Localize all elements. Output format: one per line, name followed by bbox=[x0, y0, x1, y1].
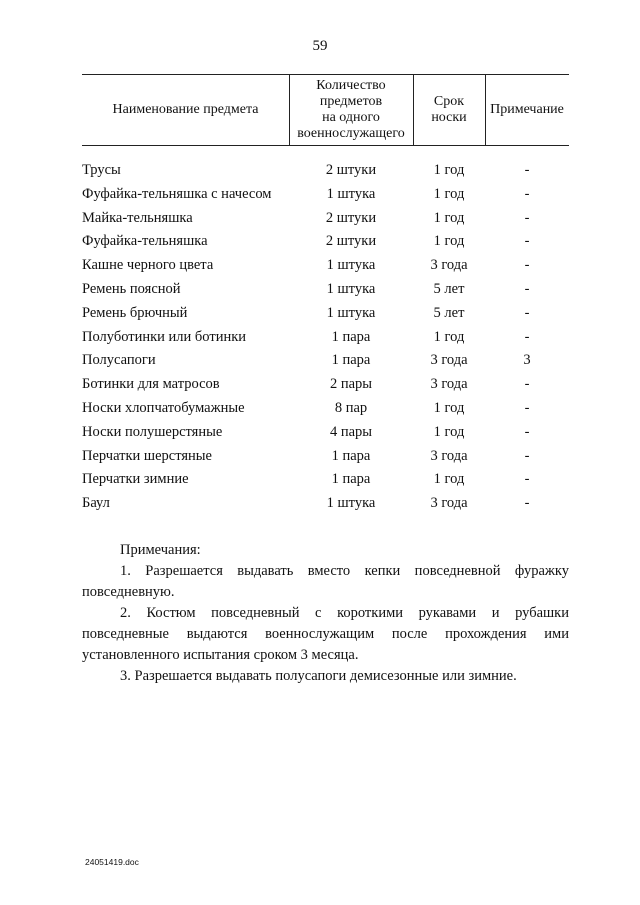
file-name-footer: 24051419.doc bbox=[85, 857, 139, 867]
header-term bbox=[413, 75, 485, 145]
item-quantity: 1 пара bbox=[331, 328, 371, 345]
item-note: - bbox=[524, 185, 530, 202]
item-term: 1 год bbox=[433, 328, 465, 345]
table-row bbox=[82, 303, 569, 327]
table-row bbox=[82, 398, 569, 422]
item-quantity: 1 штука bbox=[326, 257, 376, 274]
item-name: Трусы bbox=[82, 162, 121, 178]
item-note: - bbox=[524, 162, 530, 178]
item-name: Перчатки шерстяные bbox=[82, 447, 212, 464]
item-note: 3 bbox=[523, 352, 531, 369]
item-quantity: 2 штуки bbox=[325, 162, 377, 178]
item-note: - bbox=[524, 447, 530, 464]
table-row bbox=[82, 279, 569, 303]
table-row bbox=[82, 231, 569, 255]
item-term: 1 год bbox=[433, 471, 465, 488]
item-name: Ремень брючный bbox=[82, 304, 188, 321]
header-term-line: носки bbox=[431, 110, 467, 125]
table-row bbox=[82, 422, 569, 446]
item-name: Ботинки для матросов bbox=[82, 376, 220, 393]
item-term: 3 года bbox=[430, 257, 468, 274]
item-term: 1 год bbox=[433, 233, 465, 250]
header-note: Примечание bbox=[490, 102, 564, 117]
item-note: - bbox=[524, 280, 530, 297]
item-note: - bbox=[524, 376, 530, 393]
item-quantity: 1 штука bbox=[326, 185, 376, 202]
item-name: Полусапоги bbox=[82, 352, 156, 369]
item-term: 1 год bbox=[433, 185, 465, 202]
item-note: - bbox=[524, 471, 530, 488]
item-note: - bbox=[524, 423, 530, 440]
item-quantity: 1 пара bbox=[331, 471, 371, 488]
item-name: Перчатки зимние bbox=[82, 471, 189, 488]
item-name: Фуфайка-тельняшка bbox=[82, 233, 208, 250]
item-quantity: 2 штуки bbox=[325, 209, 377, 226]
item-term: 3 года bbox=[430, 376, 468, 393]
item-note: - bbox=[524, 257, 530, 274]
table-row bbox=[82, 208, 569, 232]
item-term: 3 года bbox=[430, 495, 468, 512]
item-note: - bbox=[524, 399, 530, 416]
item-term: 1 год bbox=[433, 209, 465, 226]
item-term: 3 года bbox=[430, 352, 468, 369]
item-term: 1 год bbox=[433, 423, 465, 440]
table-row bbox=[82, 327, 569, 351]
item-name: Кашне черного цвета bbox=[82, 257, 214, 274]
item-name: Фуфайка-тельняшка с начесом bbox=[82, 185, 272, 202]
item-quantity: 4 пары bbox=[329, 423, 373, 440]
note-item: 2. Костюм повседневный с короткими рукавами и рубашки повседневные выдаются военнослужащим после прохождения ими установленного испытания сроком 3 месяца. bbox=[82, 605, 569, 663]
item-name: Носки хлопчатобумажные bbox=[82, 399, 245, 416]
item-term: 5 лет bbox=[433, 280, 465, 297]
item-quantity: 2 штуки bbox=[325, 233, 377, 250]
table-header-row bbox=[82, 74, 569, 146]
table-row bbox=[82, 446, 569, 470]
table-row bbox=[82, 160, 569, 184]
item-quantity: 2 пары bbox=[329, 376, 373, 393]
item-quantity: 1 штука bbox=[326, 280, 376, 297]
table-row bbox=[82, 350, 569, 374]
item-name: Носки полушерстяные bbox=[82, 423, 223, 440]
note-item: 3. Разрешается выдавать полусапоги демисезонные или зимние. bbox=[120, 668, 517, 684]
table-row bbox=[82, 184, 569, 208]
table-row bbox=[82, 374, 569, 398]
item-quantity: 1 штука bbox=[326, 495, 376, 512]
item-quantity: 1 пара bbox=[331, 352, 371, 369]
item-term: 3 года bbox=[430, 447, 468, 464]
notes-title: Примечания: bbox=[120, 542, 201, 558]
item-note: - bbox=[524, 495, 530, 512]
table-row bbox=[82, 493, 569, 517]
item-term: 1 год bbox=[433, 162, 465, 178]
item-note: - bbox=[524, 304, 530, 321]
item-quantity: 8 пар bbox=[334, 399, 368, 416]
item-quantity: 1 пара bbox=[331, 447, 371, 464]
header-term-line: Срок bbox=[433, 94, 465, 109]
item-name: Ремень поясной bbox=[82, 280, 181, 297]
header-quantity-line: Количество bbox=[316, 78, 386, 93]
item-name: Майка-тельняшка bbox=[82, 209, 193, 226]
header-quantity bbox=[289, 75, 413, 145]
header-quantity-line: предметов bbox=[319, 94, 383, 109]
table-row bbox=[82, 469, 569, 493]
item-name: Баул bbox=[82, 495, 110, 512]
header-quantity-line: военнослужащего bbox=[297, 126, 405, 141]
table-row bbox=[82, 255, 569, 279]
item-term: 1 год bbox=[433, 399, 465, 416]
item-note: - bbox=[524, 209, 530, 226]
page-number: 59 bbox=[312, 38, 328, 54]
item-name: Полуботинки или ботинки bbox=[82, 328, 247, 345]
notes-section bbox=[82, 540, 569, 687]
header-quantity-line: на одного bbox=[322, 110, 380, 125]
item-term: 5 лет bbox=[433, 304, 465, 321]
items-table-header bbox=[82, 74, 569, 146]
note-item: 1. Разрешается выдавать вместо кепки повседневной фуражку повседневную. bbox=[82, 563, 569, 600]
items-table-body bbox=[82, 160, 569, 517]
item-quantity: 1 штука bbox=[326, 304, 376, 321]
header-name: Наименование предмета bbox=[112, 102, 259, 117]
item-note: - bbox=[524, 328, 530, 345]
item-note: - bbox=[524, 233, 530, 250]
